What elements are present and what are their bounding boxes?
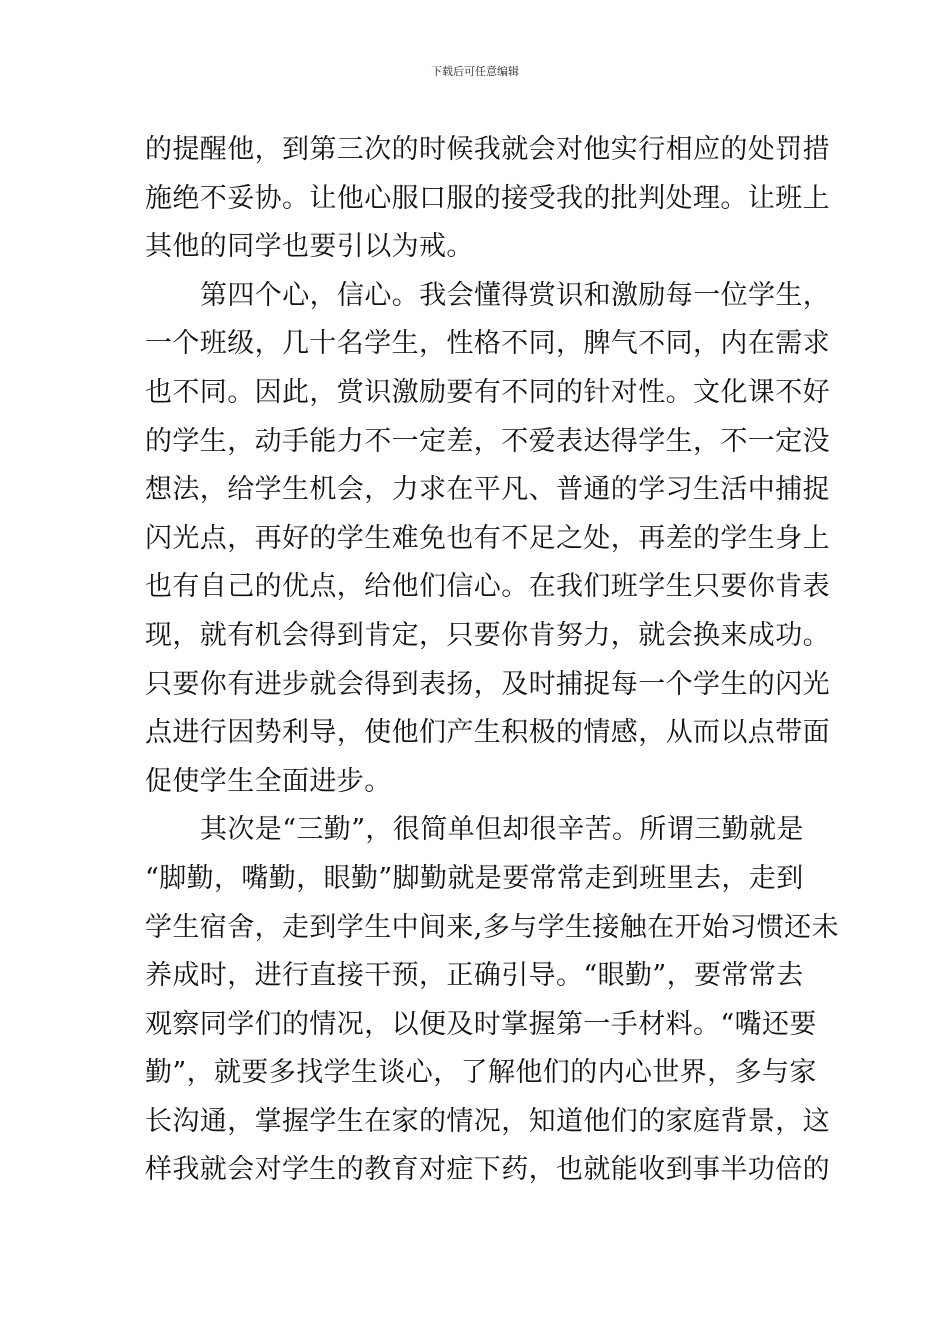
text-line: 的提醒他，到第三次的时候我就会对他实行相应的处罚措 [145, 134, 830, 165]
text-line: 点进行因势利导，使他们产生积极的情感，从而以点带面 [145, 717, 830, 749]
text-line: 长沟通，掌握学生在家的情况，知道他们的家庭背景，这 [145, 1105, 830, 1137]
text-line: 的学生，动手能力不一定差，不爱表达得学生，不一定没 [145, 425, 830, 457]
text-line: 想法，给学生机会，力求在平凡、普通的学习生活中捕捉 [145, 474, 830, 506]
text-line: 也不同。因此，赏识激励要有不同的针对性。文化课不好 [145, 376, 830, 408]
text-line: 观察同学们的情况，以便及时掌握第一手材料。“嘴还要 [145, 1008, 817, 1040]
text-line: 养成时，进行直接干预，正确引导。“眼勤”，要常常去 [145, 960, 804, 992]
text-line: 闪光点，再好的学生难免也有不足之处，再差的学生身上 [145, 522, 830, 554]
text-line: 施绝不妥协。让他心服口服的接受我的批判处理。让班上 [145, 182, 830, 214]
text-line: 学生宿舍，走到学生中间来,多与学生接触在开始习惯还未 [145, 911, 839, 943]
text-line: 只要你有进步就会得到表扬，及时捕捉每一个学生的闪光 [145, 668, 830, 700]
text-line: 其次是“三勤”，很简单但却很辛苦。所谓三勤就是 [200, 814, 804, 846]
text-line: 其他的同学也要引以为戒。 [145, 231, 474, 263]
page-header: 下载后可任意编辑 [431, 65, 519, 78]
document-body [145, 126, 839, 1195]
text-line: 第四个心，信心。我会懂得赏识和激励每一位学生， [200, 279, 831, 311]
text-line: 现，就有机会得到肯定，只要你肯努力，就会换来成功。 [145, 619, 830, 651]
text-line: 促使学生全面进步。 [145, 765, 392, 797]
text-line: 样我就会对学生的教育对症下药，也就能收到事半功倍的 [145, 1154, 830, 1186]
text-line: 一个班级，几十名学生，性格不同，脾气不同，内在需求 [145, 328, 830, 360]
text-line: “脚勤，嘴勤，眼勤”脚勤就是要常常走到班里去，走到 [145, 862, 804, 894]
text-line: 勤”，就要多找学生谈心，了解他们的内心世界，多与家 [145, 1057, 817, 1089]
text-line: 也有自己的优点，给他们信心。在我们班学生只要你肯表 [145, 571, 830, 603]
